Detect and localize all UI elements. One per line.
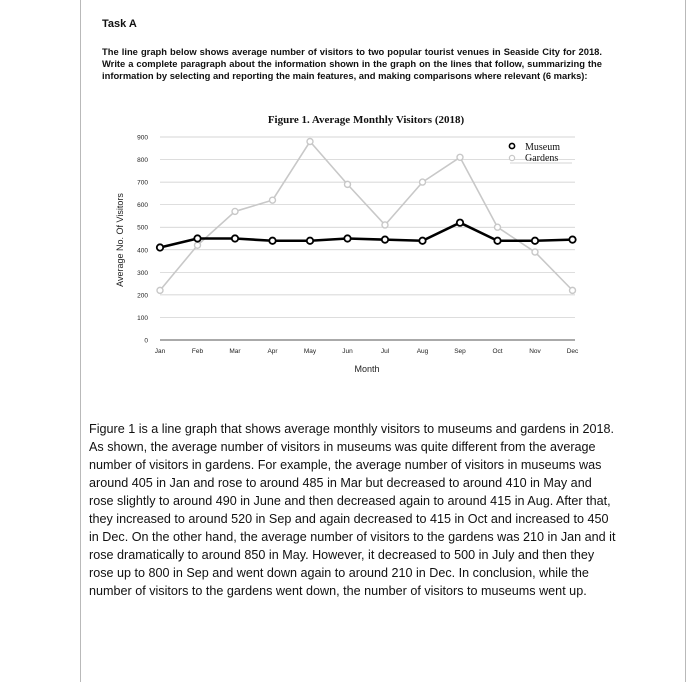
- data-point-museum: [194, 235, 200, 241]
- legend: [509, 142, 572, 164]
- data-point-gardens: [270, 197, 276, 203]
- series-line-gardens: [160, 142, 573, 291]
- chart-title: Figure 1. Average Monthly Visitors (2018): [267, 114, 465, 126]
- data-point-museum: [532, 238, 538, 244]
- data-point-museum: [569, 236, 575, 242]
- x-tick-label: Sep: [454, 348, 466, 355]
- data-point-gardens: [420, 179, 426, 185]
- y-tick-label: 900: [137, 134, 148, 142]
- x-tick-label: May: [303, 348, 317, 355]
- y-tick-label: 500: [137, 224, 148, 232]
- data-point-gardens: [382, 222, 388, 228]
- chart-series: [157, 139, 576, 294]
- x-tick-label: Aug: [416, 348, 429, 355]
- data-point-museum: [307, 238, 313, 244]
- x-axis-title: Month: [354, 364, 380, 374]
- y-tick-label: 200: [137, 292, 148, 300]
- task-instructions: The line graph below shows average number of visitors to two popular tourist venues in Seaside City for 2018. Write a complete paragraph about the information shown in the graph on the lines that follow, summarizing the information by selecting and reporting the main features, and making comparisons where relevant (6 marks):: [102, 46, 602, 81]
- x-tick-label: Nov: [529, 348, 541, 355]
- legend-marker-gardens: [509, 155, 514, 160]
- y-tick-label: 800: [137, 157, 148, 165]
- x-tick-label: Oct: [492, 348, 503, 355]
- data-point-gardens: [457, 154, 463, 160]
- data-point-museum: [382, 236, 388, 242]
- x-tick-label: Jun: [342, 348, 353, 355]
- answer-paragraph: Figure 1 is a line graph that shows average monthly visitors to museums and gardens in 2018. As shown, the average number of visitors in museums was quite different from the average number of visitors in gardens. For example, the average number of visitors in museums was around 405 in Jan and rose to around 485 in Mar but decreased to around 410 in May and rose slightly to around 490 in June and then decreased again to around 415 in Aug. After that, they increased to around 520 in Sep and again decreased to 415 in Oct and increased to 450 in Dec. On the other hand, the average number of visitors to the gardens was 210 in Jan and it rose dramatically to around 850 in May. However, it decreased to 500 in July and then they rose up to 800 in Sep and went down again to around 210 in Dec. In conclusion, while the number of visitors to the gardens went down, the number of visitors to museums went up.: [89, 422, 616, 598]
- data-point-museum: [157, 244, 163, 250]
- data-point-gardens: [570, 287, 576, 293]
- y-tick-label: 300: [137, 269, 148, 277]
- y-tick-label: 600: [137, 202, 148, 210]
- data-point-gardens: [195, 242, 201, 248]
- data-point-gardens: [157, 287, 163, 293]
- y-axis-labels: [137, 135, 148, 345]
- y-tick-label: 100: [137, 314, 148, 322]
- x-tick-label: Feb: [191, 348, 204, 355]
- data-point-museum: [457, 220, 463, 226]
- data-point-museum: [269, 238, 275, 244]
- data-point-museum: [494, 238, 500, 244]
- y-tick-label: 700: [137, 179, 148, 187]
- data-point-museum: [232, 235, 238, 241]
- data-point-museum: [344, 235, 350, 241]
- y-tick-label: 400: [137, 247, 148, 255]
- legend-label-gardens: Gardens: [525, 153, 559, 164]
- task-title: Task A: [102, 18, 137, 30]
- legend-marker-museum: [509, 143, 514, 148]
- x-tick-label: Apr: [267, 348, 278, 355]
- x-tick-label: Dec: [566, 348, 579, 355]
- x-tick-label: Jul: [380, 348, 390, 355]
- data-point-gardens: [345, 181, 351, 187]
- data-point-gardens: [495, 224, 501, 230]
- data-point-gardens: [307, 139, 313, 145]
- data-point-gardens: [232, 208, 238, 214]
- data-point-museum: [419, 238, 425, 244]
- data-point-gardens: [532, 249, 538, 255]
- y-axis-title: Average No. Of Visitors: [115, 193, 125, 287]
- x-tick-label: Jan: [154, 348, 166, 355]
- x-axis-labels: [155, 348, 579, 355]
- legend-label-museum: Museum: [525, 142, 560, 153]
- x-tick-label: Mar: [229, 348, 241, 355]
- y-tick-label: 0: [144, 337, 148, 345]
